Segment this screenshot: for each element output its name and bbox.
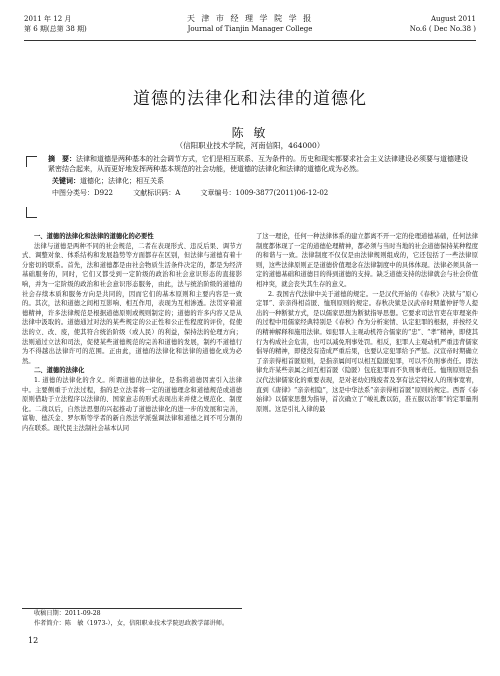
keywords-label: 关键词：	[52, 176, 80, 185]
author-name: 陈 敏	[231, 126, 269, 140]
doc-code: 文献标识码：A	[133, 189, 181, 197]
paragraph: 了这一理论，任何一种法律体系的建立都离不开一定的伦理道德基础，任何法律制度都体现了一定的道德伦理精神，都必须与当时当地的社会道德保持某种程度的和谐与一致。法律制度不仅仅是由法律规则组成的，它还包括了一些法律原则，这些法律原则正是道德价值理念在法律制度中的具体体现。法律必须具备一定的道德基础和道德目的得到道德的支持。缺乏道德支持的法律就会与社会价值相冲突，就会丧失其生存的意义。	[256, 233, 478, 288]
keywords-text: 道德化；法律化；相互关系	[80, 177, 164, 185]
received-date: 收稿日期：2011-09-28	[34, 610, 101, 617]
header-right	[410, 14, 476, 34]
clc-number: 中图分类号：D922	[52, 189, 113, 197]
abstract-box	[26, 154, 474, 216]
paragraph: 2. 我国古代法律中关于道德的规定。一是汉代开始的《春秋》决狱与“原心定罪”、亲亲得相首匿、恤刑原则的规定。春秋决狱是汉武帝时期董仲舒等人提出的一种断狱方式，是以儒家思想为断狱指导思想。它要求司法官吏在审理案件的过程中用儒家经典特别是《春秋》作为分析案情、认定犯罪的根据，并按经义的精神解释和施用法律。如犯罪人主观动机符合儒家的“忠”、“孝”精神，即使其行为构成社会危害，也可以减免刑事处罚。相反，犯罪人主观动机严重违背儒家倡导的精神，即使没有造成严重后果，也要认定犯罪给予严惩。汉宣帝时期确立了亲亲得相首匿原则，是指亲属间可以相互隐匿犯罪，可以不负刑事责任。即法律允许某些亲属之间互相首匿（隐匿）包庇犯罪而不负刑事责任。恤刑原则是指汉代法律儒家化的重要表现，是对老幼妇残废者及享有法定特权人的刑事宽宥，直到《唐律》“亲亲相隐”，这是中华法系“亲亲得相首匿”原则的规定。西晋《泰始律》以儒家思想为指导，首次确立了“峻礼教以防，准五服以治罪”的定罪量刑原则。这是引礼入律的最	[256, 290, 478, 413]
paper-title: 道德的法律化和法律的道德化	[133, 89, 367, 109]
right-column	[256, 232, 478, 414]
abstract-text: 法律和道德是两种基本的社会调节方式，它们是相互联系、互为条件的。历史和现实都要求社会主义法律建设必须要与道德建设紧密结合起来，从而更好地发挥两种基本规范的社会功能，使道德的法律化和法律的道德化成为必然。	[48, 155, 468, 173]
journal-header	[24, 10, 476, 41]
section-heading: 二、道德的法律化	[34, 367, 85, 375]
abstract-bracket-top	[26, 156, 37, 167]
abstract	[48, 154, 474, 174]
abstract-bracket-bottom	[26, 207, 37, 218]
paragraph: 1. 道德的法律化的含义。所谓道德的法律化，是指将道德因素引入法律中。主要侧重于立法过程，指的是立法者将一定的道德理念和道德规范或道德原则借助于立法程序以法律的、国家意志的形式表现出来并使之规范化、制度化。二战以后，自然法思想的兴起推动了道德法律化的进一步的发展和完善，富勒、德沃金、罗尔斯等学者的新自然法学派强调法律和道德之间不可分割的内在联系。现代民主法制社会基本认同	[22, 376, 242, 432]
header-center	[24, 14, 476, 34]
article-number: 文章编号：1009-3877(2011)06-12-02	[200, 189, 329, 197]
author-bio: 作者简介：陈 敏（1973-），女，信阳职业技术学院思政教学部讲师。	[34, 620, 229, 627]
journal-name-en: Journal of Tianjin Manager College	[187, 25, 313, 33]
footnote	[22, 608, 242, 629]
classification	[52, 188, 474, 198]
header-issue-en: No.6 ( Dec No.38 )	[409, 25, 476, 33]
author-affiliation: （信阳职业技术学院，河南信阳，464000）	[175, 141, 325, 150]
paragraph: 法律与道德是两种不同的社会规范，二者在表现形式、违反后果、调节方式、调整对象、体系结构和发展趋势等方面都存在区别，但法律与道德有着十分密切的联系。首先，法和道德都是由社会物质生活条件决定的，都是为经济基础服务的，同时，它们又都受到一定阶级的政治和社会意识形态的直接影响，并为一定阶级的政治和社会意识形态服务，由此，法与统治阶级的道德的社会存续本质和服务方向是共同的，因而它们的基本原则和主要内容是一致的。其次，法和道德之间相互影响、相互作用，表现为互相渗透。法贯穿着道德精神，许多法律规范是根据道德原则或规则制定的；道德的许多内容又是从法律中汲取的。道德通过对法的某些规定的公正性和公正性程度的评价，促使法的立、改、废，使其符合统治阶级（或人民）的利益，保持法的伦理方向；法则通过立法和司法，促使某些道德规范的完善和道德的发展，制约不道德行为不得越出法律许可的范围。正由此，道德的法律化和法律的道德化成为必然。	[22, 242, 242, 365]
left-column	[22, 232, 242, 433]
header-date: 2011 年 12 月	[24, 15, 72, 23]
page-number: 12	[28, 636, 39, 645]
header-issue: 第 6 期(总第 38 期)	[24, 25, 87, 33]
journal-name-cn: 天 津 市 经 理 学 院 学 报	[186, 14, 314, 23]
section-heading: 一、道德的法律化和法律的道德化的必要性	[34, 233, 154, 240]
abstract-label: 摘 要：	[48, 154, 76, 163]
header-date-en: August 2011	[431, 15, 476, 23]
keywords	[52, 176, 474, 186]
